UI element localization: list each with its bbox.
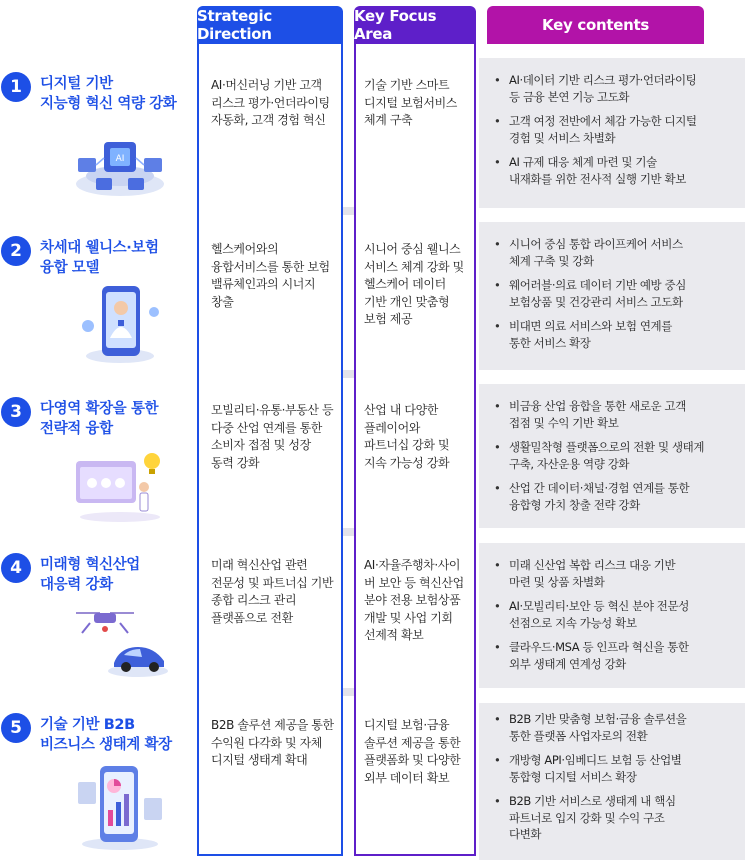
row-separator <box>343 370 354 378</box>
idea-screen-icon <box>70 443 170 525</box>
list-item: • B2B 기반 맞춤형 보험·금융 솔루션을 통한 플랫폼 사업자로의 전환 <box>492 711 738 744</box>
ai-chip-icon <box>70 118 170 200</box>
header-key-contents: Key contents <box>487 6 704 44</box>
list-item: • 클라우드·MSA 등 인프라 혁신을 통한 외부 생태계 연계성 강화 <box>492 639 738 672</box>
row-separator <box>343 207 354 215</box>
list-item: • AI·데이터 기반 리스크 평가·언더라이팅 등 금융 본연 기능 고도화 <box>492 72 738 105</box>
list-item: • 미래 신산업 복합 리스크 대응 기반 마련 및 상품 차별화 <box>492 557 738 590</box>
key-focus-area-text: AI·자율주행차·사이 버 보안 등 혁신산업 분야 전용 보험상품 개발 및 사업 기회 선제적 확보 <box>364 558 464 642</box>
row-title: 다영역 확장을 통한 전략적 융합 <box>40 401 159 437</box>
key-focus-area-text: 기술 기반 스마트 디지털 보험서비스 체계 구축 <box>364 78 457 127</box>
row-number-badge: 3 <box>1 397 31 427</box>
analytics-phone-icon <box>70 762 170 852</box>
row-separator <box>343 528 354 536</box>
row-title: 차세대 웰니스·보험 융합 모델 <box>40 240 159 276</box>
key-contents-list <box>492 398 738 521</box>
strategic-direction-text: 미래 혁신산업 관련 전문성 및 파트너십 기반 종합 리스크 관리 플랫폼으로 전환 <box>211 558 334 625</box>
list-item: • AI 규제 대응 체계 마련 및 기술 내재화를 위한 전사적 실행 기반 확보 <box>492 154 738 187</box>
header-strategic-direction: Strategic Direction <box>197 6 343 44</box>
row-number-badge: 4 <box>1 553 31 583</box>
key-focus-area-text: 산업 내 다양한 플레이어와 파트너십 강화 및 지속 가능성 강화 <box>364 403 450 470</box>
list-item: • 생활밀착형 플랫폼으로의 전환 및 생태계 구축, 자산운용 역량 강화 <box>492 439 738 472</box>
strategic-direction-text: B2B 솔루션 제공을 통한 수익원 다각화 및 자체 디지털 생태계 확대 <box>211 718 334 767</box>
header-key-focus-area: Key Focus Area <box>354 6 476 44</box>
drone-car-icon <box>70 599 170 681</box>
key-focus-area-text: 시니어 중심 웰니스 서비스 체계 강화 및 헬스케어 데이터 기반 개인 맞춤형 보험 제공 <box>364 242 464 326</box>
list-item: • 산업 간 데이터·채널·경험 연계를 통한 융합형 가치 창출 전략 강화 <box>492 480 738 513</box>
list-item: • 웨어러블·의료 데이터 기반 예방 중심 보험상품 및 건강관리 서비스 고도화 <box>492 277 738 310</box>
key-contents-list <box>492 711 738 851</box>
list-item: • 시니어 중심 통합 라이프케어 서비스 체계 구축 및 강화 <box>492 236 738 269</box>
row-separator <box>343 688 354 696</box>
list-item: • 비금융 산업 융합을 통한 새로운 고객 접점 및 수익 기반 확보 <box>492 398 738 431</box>
key-contents-list <box>492 72 738 195</box>
row-number-badge: 1 <box>1 72 31 102</box>
key-contents-list <box>492 236 738 359</box>
svg-text:AI: AI <box>115 154 125 164</box>
strategic-direction-text: 모빌리티·유통·부동산 등 다중 산업 연계를 통한 소비자 접점 및 성장 동력 강화 <box>211 403 334 470</box>
doctor-phone-icon <box>70 282 170 364</box>
list-item: • 개방형 API·임베디드 보험 등 산업별 통합형 디지털 서비스 확장 <box>492 752 738 785</box>
row-title: 미래형 혁신산업 대응력 강화 <box>40 557 140 593</box>
list-item: • 고객 여정 전반에서 체감 가능한 디지털 경험 및 서비스 차별화 <box>492 113 738 146</box>
strategic-direction-text: 헬스케어와의 융합서비스를 통한 보험 밸류체인과의 시너지 창출 <box>211 242 330 309</box>
row-title: 기술 기반 B2B 비즈니스 생태계 확장 <box>40 717 172 753</box>
list-item: • B2B 기반 서비스로 생태계 내 핵심 파트너로 입지 강화 및 수익 구조 다변화 <box>492 793 738 843</box>
strategic-direction-text: AI·머신러닝 기반 고객 리스크 평가·언더라이팅 자동화, 고객 경험 혁신 <box>211 78 330 127</box>
row-number-badge: 2 <box>1 236 31 266</box>
row-number-badge: 5 <box>1 713 31 743</box>
list-item: • AI·모빌리티·보안 등 혁신 분야 전문성 선점으로 지속 가능성 확보 <box>492 598 738 631</box>
key-focus-area-text: 디지털 보험·금융 솔루션 제공을 통한 플랫폼화 및 다양한 외부 데이터 확보 <box>364 718 461 785</box>
key-contents-list <box>492 557 738 680</box>
row-title: 디지털 기반 지능형 혁신 역량 강화 <box>40 76 177 112</box>
list-item: • 비대면 의료 서비스와 보험 연계를 통한 서비스 확장 <box>492 318 738 351</box>
